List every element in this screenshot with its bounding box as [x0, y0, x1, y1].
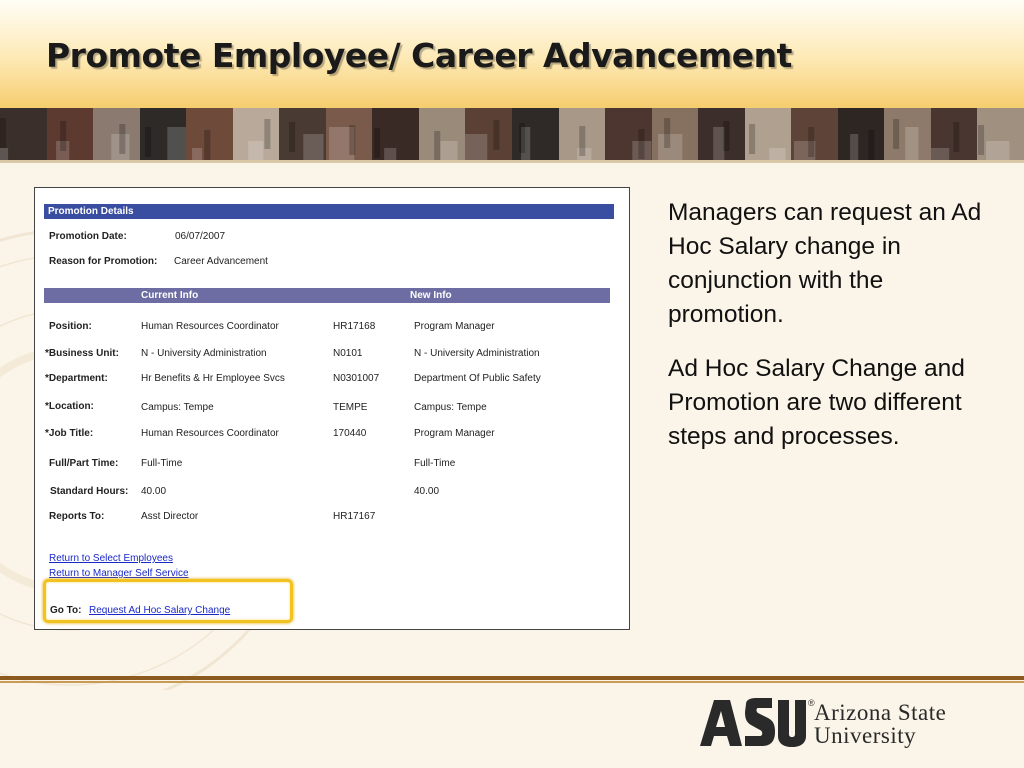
- promotion-date-value: 06/07/2007: [175, 231, 226, 242]
- row-current-full-part-time: Full-Time: [141, 458, 183, 469]
- row-label-reports-to: Reports To:: [49, 511, 105, 522]
- return-to-select-employees-link[interactable]: Return to Select Employees: [49, 553, 173, 564]
- info-grid-header: [44, 288, 610, 303]
- photo-tile: [745, 108, 792, 160]
- reason-value: Career Advancement: [174, 256, 268, 267]
- row-code-position: HR17168: [333, 321, 376, 332]
- photo-tile: [0, 108, 47, 160]
- photo-tile: [512, 108, 559, 160]
- photo-tile: [977, 108, 1024, 160]
- photo-tile: [931, 108, 978, 160]
- photo-tile: [326, 108, 373, 160]
- photo-tile: [140, 108, 187, 160]
- row-new-location: Campus: Tempe: [414, 402, 487, 413]
- promotion-details-header: Promotion Details: [44, 204, 614, 219]
- photo-tile: [233, 108, 280, 160]
- row-new-job-title: Program Manager: [414, 428, 495, 439]
- photo-tile: [372, 108, 419, 160]
- row-current-standard-hours: 40.00: [141, 486, 167, 497]
- row-new-full-part-time: Full-Time: [414, 458, 456, 469]
- registered-mark: ®: [808, 698, 815, 708]
- row-label-job-title: *Job Title:: [45, 428, 94, 439]
- logo-text-university: University: [814, 723, 917, 748]
- slide-title: Promote Employee/ Career Advancement: [46, 36, 792, 75]
- photo-tile: [47, 108, 94, 160]
- row-code-location: TEMPE: [333, 402, 368, 413]
- reason-label: Reason for Promotion:: [49, 256, 158, 267]
- promotion-screenshot: [34, 187, 630, 630]
- side-paragraph-1: Managers can request an Ad Hoc Salary change in conjunction with the promotion.: [668, 199, 982, 328]
- row-new-standard-hours: 40.00: [414, 486, 440, 497]
- goto-label: Go To:: [50, 605, 82, 616]
- row-current-position: Human Resources Coordinator: [141, 321, 279, 332]
- row-new-position: Program Manager: [414, 321, 495, 332]
- footer-rule-accent: [0, 681, 1024, 683]
- photo-tile: [186, 108, 233, 160]
- row-new-department: Department Of Public Safety: [414, 373, 541, 384]
- asu-logo: [700, 698, 1000, 750]
- row-label-position: Position:: [49, 321, 92, 332]
- current-info-header: Current Info: [141, 290, 199, 301]
- side-description: [668, 196, 988, 474]
- row-label-department: *Department:: [45, 373, 108, 384]
- photo-tile: [652, 108, 699, 160]
- new-info-header: New Info: [410, 290, 452, 301]
- row-current-location: Campus: Tempe: [141, 402, 214, 413]
- highlight-box: [43, 579, 293, 623]
- request-ad-hoc-salary-change-link[interactable]: Request Ad Hoc Salary Change: [89, 605, 231, 616]
- side-paragraph-2: Ad Hoc Salary Change and Promotion are two different steps and processes.: [668, 355, 965, 450]
- row-code-business-unit: N0101: [333, 348, 363, 359]
- footer-rule: [0, 676, 1024, 680]
- photo-tile: [884, 108, 931, 160]
- row-label-full-part-time: Full/Part Time:: [49, 458, 119, 469]
- photo-tile: [279, 108, 326, 160]
- row-code-department: N0301007: [333, 373, 380, 384]
- photo-tile: [465, 108, 512, 160]
- photo-tile: [93, 108, 140, 160]
- logo-text-arizona-state: Arizona State: [814, 700, 947, 725]
- photo-tile: [698, 108, 745, 160]
- row-current-job-title: Human Resources Coordinator: [141, 428, 279, 439]
- slide-header: [0, 0, 1024, 108]
- return-to-manager-self-service-link[interactable]: Return to Manager Self Service: [49, 568, 189, 579]
- row-current-reports-to: Asst Director: [141, 511, 199, 522]
- photo-tile: [791, 108, 838, 160]
- row-label-location: *Location:: [45, 401, 94, 412]
- photo-tile: [605, 108, 652, 160]
- photo-tile: [419, 108, 466, 160]
- row-code-reports-to: HR17167: [333, 511, 376, 522]
- row-code-job-title: 170440: [333, 428, 367, 439]
- row-label-standard-hours: Standard Hours:: [50, 486, 129, 497]
- row-current-business-unit: N - University Administration: [141, 348, 267, 359]
- strip-divider: [0, 160, 1024, 163]
- asu-mark-icon: [700, 698, 808, 748]
- row-current-department: Hr Benefits & Hr Employee Svcs: [141, 373, 285, 384]
- promotion-date-label: Promotion Date:: [49, 231, 127, 242]
- photo-tile: [838, 108, 885, 160]
- campus-photo-strip: [0, 108, 1024, 160]
- row-new-business-unit: N - University Administration: [414, 348, 540, 359]
- row-label-business-unit: *Business Unit:: [45, 348, 119, 359]
- photo-tile: [559, 108, 606, 160]
